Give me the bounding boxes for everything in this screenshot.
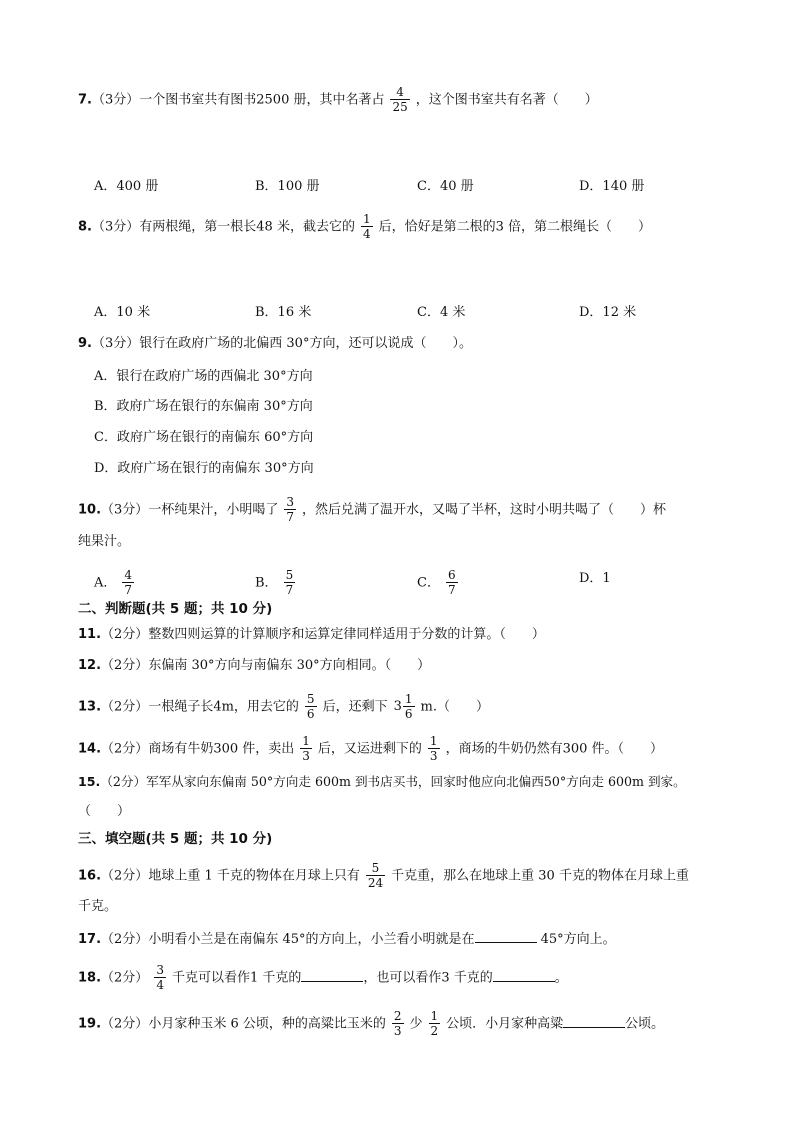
question-text: 千克可以看作1 千克的 — [171, 970, 302, 986]
option-b[interactable]: B．政府广场在银行的东偏南 30°方向 — [94, 399, 313, 414]
question-score: （2分） — [100, 774, 147, 789]
question-text: 小明看小兰是在南偏东 45°的方向上，小兰看小明就是在 — [148, 932, 475, 947]
fraction: $\frac{1}{2}$ — [430, 1009, 439, 1038]
question-text: ，这个图书室共有名著（ ） — [415, 92, 598, 108]
question-10 — [78, 496, 742, 524]
question-text: ，然后兑满了温开水，又喝了半杯，这时小明共喝了（ ）杯 — [301, 502, 666, 518]
question-number: 17. — [78, 932, 102, 947]
fraction: $\frac{5}{7}$ — [285, 568, 294, 597]
question-18 — [78, 964, 742, 992]
question-number: 16. — [78, 868, 102, 884]
fraction: $\frac{1}{6}$ — [404, 692, 413, 721]
mixed-number-whole: 3 — [393, 699, 402, 714]
section-heading-2: 二、判断题(共 5 题；共 10 分) — [78, 601, 273, 617]
question-text: 地球上重 1 千克的物体在月球上只有 — [148, 868, 360, 884]
question-14 — [78, 735, 742, 763]
question-10-cont — [78, 532, 742, 552]
question-9 — [78, 334, 742, 354]
option-b[interactable]: B．16 米 — [255, 305, 312, 320]
question-text: 整数四则运算的计算顺序和运算定律同样适用于分数的计算。（ ） — [148, 627, 545, 642]
option-a[interactable]: A．10 米 — [94, 305, 151, 320]
question-score: （2分） — [101, 741, 149, 757]
fraction: $\frac{1}{3}$ — [429, 734, 438, 763]
question-16 — [78, 862, 742, 890]
fraction: $\frac{3}{4}$ — [156, 963, 164, 992]
question-text: 千克重，那么在地球上重 30 千克的物体在月球上重 — [391, 868, 689, 884]
question-score: （3分） — [91, 92, 140, 108]
question-16-cont — [78, 897, 742, 917]
fraction: $\frac{4}{25}$ — [392, 85, 408, 114]
answer-blank[interactable] — [475, 928, 537, 943]
question-text: 有两根绳，第一根长48 米，截去它的 — [139, 219, 355, 235]
question-number: 8. — [78, 219, 92, 235]
option-c[interactable]: C．4 米 — [417, 305, 466, 320]
fraction: $\frac{4}{7}$ — [124, 568, 133, 597]
option-d[interactable]: D．1 — [579, 571, 611, 586]
answer-blank[interactable] — [493, 967, 555, 982]
question-score: （2分） — [101, 627, 149, 642]
question-score: （3分） — [91, 336, 140, 351]
question-11 — [78, 625, 742, 645]
question-text: 45°方向上。 — [536, 932, 616, 947]
question-text: 一杯纯果汁，小明喝了 — [148, 502, 279, 518]
option-c[interactable]: C．政府广场在银行的南偏东 60°方向 — [94, 430, 314, 445]
fraction: $\frac{2}{3}$ — [393, 1009, 402, 1038]
question-text: 公顷。 — [625, 1016, 665, 1032]
question-text: 千克。 — [78, 899, 118, 914]
question-text: m.（ ） — [420, 699, 489, 715]
question-text: 小月家种玉米 6 公顷，种的高粱比玉米的 — [148, 1016, 386, 1032]
question-text: 后，又运进剩下的 — [317, 741, 422, 757]
option-c[interactable]: C．40 册 — [417, 179, 474, 194]
question-text: 银行在政府广场的北偏西 30°方向，还可以说成（ ）。 — [139, 336, 472, 351]
option-d[interactable]: D．政府广场在银行的南偏东 30°方向 — [94, 461, 314, 476]
question-score: （2分） — [101, 699, 149, 715]
question-score: （3分） — [101, 502, 149, 518]
question-text: 商场有牛奶300 件，卖出 — [148, 741, 295, 757]
question-15 — [78, 772, 742, 792]
question-score: （3分） — [91, 219, 140, 235]
option-d[interactable]: D．140 册 — [579, 179, 645, 194]
question-12 — [78, 656, 742, 676]
question-text: 。 — [554, 970, 568, 986]
question-number: 15. — [78, 774, 101, 789]
question-text: 一个图书室共有图书2500 册，其中名著占 — [139, 92, 385, 108]
option-a[interactable]: A． $\frac{4}{7}$ — [94, 568, 133, 597]
question-19 — [78, 1010, 742, 1038]
question-number: 18. — [78, 970, 102, 986]
question-number: 14. — [78, 741, 102, 757]
question-text: 少 — [409, 1016, 423, 1032]
option-b[interactable]: B．100 册 — [255, 179, 320, 194]
question-number: 10. — [78, 502, 102, 518]
option-d[interactable]: D．12 米 — [579, 305, 637, 320]
question-13 — [78, 693, 742, 721]
fraction: $\frac{3}{7}$ — [286, 495, 294, 524]
question-score: （2分） — [101, 868, 149, 884]
question-text: 公顷．小月家种高粱 — [446, 1016, 564, 1032]
fraction: $\frac{5}{24}$ — [367, 861, 384, 890]
question-number: 11. — [78, 627, 102, 642]
question-text: 后，还剩下 — [322, 699, 388, 715]
question-text: 军军从家向东偏南 50°方向走 600m 到书店买书，回家时他应向北偏西50°方向走 600m 到家。 — [146, 774, 686, 789]
question-number: 7. — [78, 92, 92, 108]
question-text: ，也可以看作3 千克的 — [363, 970, 493, 986]
question-text: 东偏南 30°方向与南偏东 30°方向相同。（ ） — [148, 658, 431, 673]
option-c[interactable]: C． $\frac{6}{7}$ — [417, 568, 456, 597]
option-b[interactable]: B． $\frac{5}{7}$ — [255, 568, 294, 597]
option-a[interactable]: A．400 册 — [94, 179, 159, 194]
answer-bracket: （ ） — [78, 804, 131, 819]
question-number: 19. — [78, 1016, 102, 1032]
fraction: $\frac{1}{3}$ — [302, 734, 310, 763]
answer-blank[interactable] — [563, 1013, 625, 1028]
fraction: $\frac{6}{7}$ — [447, 568, 456, 597]
question-15-cont — [78, 802, 742, 822]
question-score: （2分） — [101, 1016, 149, 1032]
question-text: ，商场的牛奶仍然有300 件。（ ） — [445, 741, 664, 757]
question-text: 纯果汁。 — [78, 534, 131, 549]
question-score: （2分） — [101, 970, 149, 986]
question-8 — [78, 213, 742, 241]
fraction: $\frac{1}{4}$ — [362, 212, 371, 241]
question-number: 12. — [78, 658, 102, 673]
section-heading-3: 三、填空题(共 5 题；共 10 分) — [78, 831, 273, 847]
option-a[interactable]: A．银行在政府广场的西偏北 30°方向 — [94, 369, 313, 384]
question-text: 一根绳子长4m，用去它的 — [148, 699, 299, 715]
question-score: （2分） — [101, 932, 149, 947]
answer-blank[interactable] — [301, 967, 363, 982]
question-number: 13. — [78, 699, 102, 715]
question-number: 9. — [78, 336, 92, 351]
fraction: $\frac{5}{6}$ — [306, 692, 315, 721]
question-text: 后，恰好是第二根的3 倍，第二根绳长（ ） — [378, 219, 651, 235]
question-7 — [78, 86, 742, 114]
question-17 — [78, 928, 742, 950]
question-score: （2分） — [101, 658, 149, 673]
